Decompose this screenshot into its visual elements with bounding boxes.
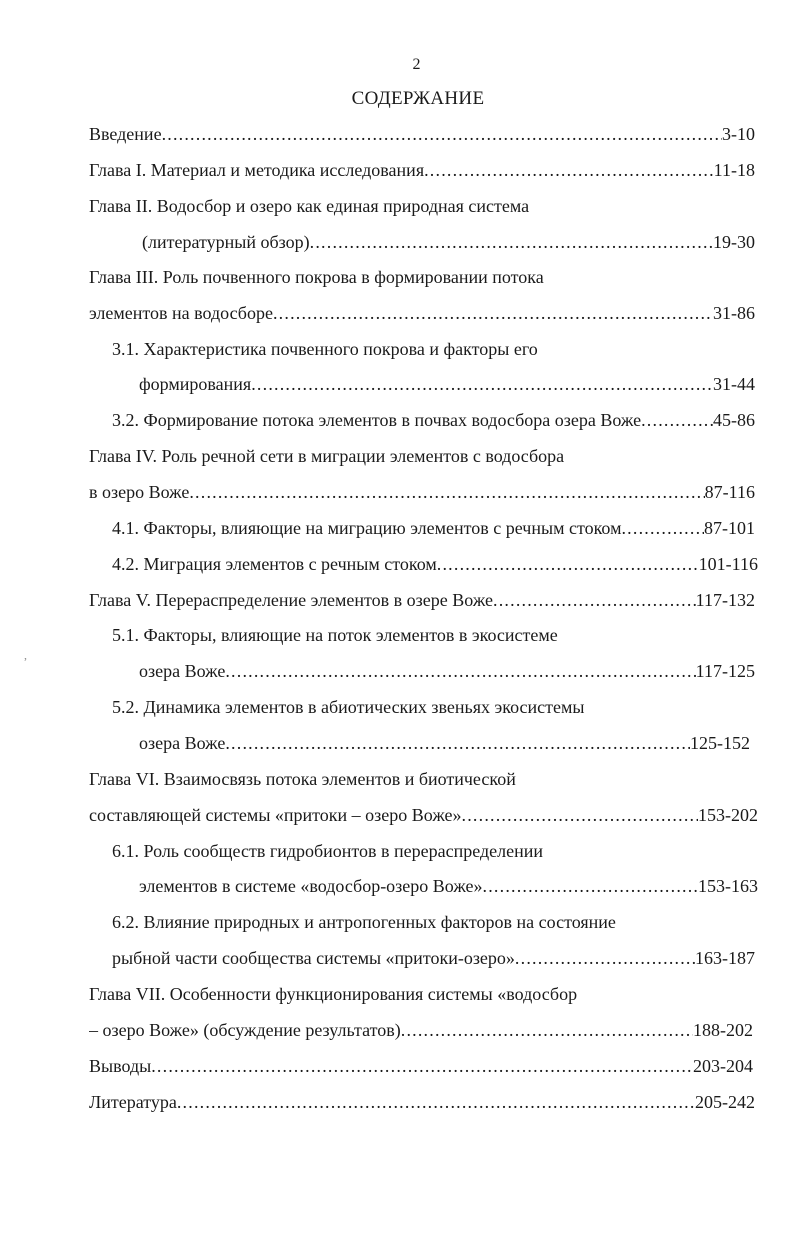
dot-leader	[515, 945, 695, 971]
scan-speck: ,	[24, 648, 27, 662]
dot-leader	[641, 407, 713, 433]
dot-leader	[437, 551, 699, 577]
dot-leader	[462, 802, 698, 828]
toc-entry-pages: 31-86	[713, 303, 755, 323]
dot-leader	[189, 479, 704, 505]
page-title: СОДЕРЖАНИЕ	[351, 88, 485, 109]
toc-entry-section-5-2[interactable]	[112, 694, 755, 720]
toc-entry-pages: 19-30	[713, 232, 755, 252]
toc-entry-pages: 101-116	[698, 554, 758, 574]
toc-entry-pages: 153-163	[698, 876, 758, 896]
toc-entry-title: 5.1. Факторы, влияющие на поток элементов в экосистеме	[112, 625, 558, 645]
toc-entry-section-5-1[interactable]	[112, 622, 755, 648]
toc-entry-chapter-2[interactable]	[89, 193, 755, 219]
toc-entry-conclusions[interactable]	[89, 1053, 753, 1079]
toc-entry-title: Глава II. Водосбор и озеро как единая природная система	[89, 196, 530, 216]
toc-entry-title: элементов в системе «водосбор-озеро Воже»	[139, 876, 483, 896]
dot-leader	[621, 515, 704, 541]
dot-leader	[493, 587, 696, 613]
toc-entry-title: Глава IV. Роль речной сети в миграции элементов с водосбора	[89, 446, 565, 466]
toc-entry-chapter-1[interactable]	[89, 157, 755, 183]
toc-entry-section-4-1[interactable]	[112, 515, 755, 541]
toc-entry-chapter-4[interactable]	[89, 443, 755, 469]
toc-entry-chapter-5[interactable]	[89, 587, 755, 613]
toc-entry-chapter-2-continued[interactable]	[142, 229, 755, 255]
toc-entry-title: (литературный обзор)	[142, 232, 310, 252]
dot-leader	[483, 873, 698, 899]
dot-leader	[401, 1017, 693, 1043]
toc-entry-pages: 87-101	[704, 518, 755, 538]
toc-entry-title: озера Воже	[139, 733, 226, 753]
toc-entry-pages: 153-202	[698, 805, 758, 825]
dot-leader	[162, 121, 722, 147]
toc-entry-title: Выводы	[89, 1056, 152, 1076]
toc-entry-chapter-6[interactable]	[89, 766, 755, 792]
toc-entry-chapter-6-continued[interactable]	[89, 802, 758, 828]
toc-entry-section-3-1-continued[interactable]	[139, 371, 755, 397]
dot-leader	[273, 300, 713, 326]
toc-entry-pages: 45-86	[713, 410, 755, 430]
toc-entry-title: Глава V. Перераспределение элементов в озере Воже	[89, 590, 494, 610]
toc-entry-title: формирования	[139, 374, 252, 394]
toc-entry-title: озера Воже	[139, 661, 226, 681]
toc-entry-title: 6.1. Роль сообществ гидробионтов в перераспределении	[112, 841, 544, 861]
toc-entry-title: Введение	[89, 124, 162, 144]
toc-entry-section-5-1-continued[interactable]	[139, 658, 755, 684]
toc-entry-references[interactable]	[89, 1089, 755, 1115]
toc-entry-chapter-7-continued[interactable]	[89, 1017, 753, 1043]
toc-entry-title: Глава III. Роль почвенного покрова в формировании потока	[89, 267, 544, 287]
toc-entry-pages: 117-125	[695, 661, 755, 681]
toc-entry-title: 4.1. Факторы, влияющие на миграцию элементов с речным стоком	[112, 518, 622, 538]
dot-leader	[424, 157, 714, 183]
toc-entry-pages: 87-116	[704, 482, 755, 502]
toc-entry-title: 5.2. Динамика элементов в абиотических звеньях экосистемы	[112, 697, 585, 717]
toc-entry-introduction[interactable]	[89, 121, 755, 147]
dot-leader	[251, 371, 713, 397]
toc-entry-pages: 205-242	[695, 1092, 755, 1112]
toc-entry-section-4-2[interactable]	[112, 551, 758, 577]
toc-entry-pages: 3-10	[722, 124, 755, 144]
toc-entry-chapter-4-continued[interactable]	[89, 479, 755, 505]
toc-entry-title: рыбной части сообщества системы «притоки-озеро»	[112, 948, 515, 968]
toc-entry-section-6-2-continued[interactable]	[112, 945, 755, 971]
toc-entry-chapter-7[interactable]	[89, 981, 755, 1007]
toc-entry-title: 4.2. Миграция элементов с речным стоком	[112, 554, 437, 574]
page-number: 2	[412, 56, 421, 73]
toc-entry-title: составляющей системы «притоки – озеро Воже»	[89, 805, 462, 825]
toc-entry-title: 6.2. Влияние природных и антропогенных факторов на состояние	[112, 912, 616, 932]
toc-entry-pages: 188-202	[693, 1020, 753, 1040]
toc-entry-title: в озеро Воже	[89, 482, 190, 502]
toc-entry-pages: 163-187	[695, 948, 755, 968]
toc-entry-pages: 117-132	[695, 590, 755, 610]
dot-leader	[225, 658, 695, 684]
toc-entry-pages: 31-44	[713, 374, 755, 394]
toc-entry-chapter-3-continued[interactable]	[89, 300, 755, 326]
toc-entry-title: 3.1. Характеристика почвенного покрова и факторы его	[112, 339, 538, 359]
toc-entry-title: Глава VII. Особенности функционирования системы «водосбор	[89, 984, 578, 1004]
toc-entry-section-6-1-continued[interactable]	[139, 873, 758, 899]
toc-entry-section-5-2-continued[interactable]	[139, 730, 750, 756]
dot-leader	[151, 1053, 693, 1079]
dot-leader	[310, 229, 713, 255]
toc-entry-chapter-3[interactable]	[89, 264, 755, 290]
toc-entry-pages: 125-152	[690, 733, 750, 753]
toc-entry-title: 3.2. Формирование потока элементов в почвах водосбора озера Воже	[112, 410, 642, 430]
toc-entry-title: Глава VI. Взаимосвязь потока элементов и биотической	[89, 769, 516, 789]
toc-entry-pages: 11-18	[713, 160, 755, 180]
toc-entry-title: Глава I. Материал и методика исследования	[89, 160, 425, 180]
toc-entry-section-6-2[interactable]	[112, 909, 755, 935]
toc-entry-title: – озеро Воже» (обсуждение результатов)	[89, 1020, 401, 1040]
dot-leader	[177, 1089, 695, 1115]
toc-entry-section-6-1[interactable]	[112, 838, 755, 864]
toc-entry-title: элементов на водосборе	[89, 303, 273, 323]
toc-entry-pages: 203-204	[693, 1056, 753, 1076]
toc-entry-title: Литература	[89, 1092, 177, 1112]
dot-leader	[225, 730, 690, 756]
toc-entry-section-3-1[interactable]	[112, 336, 755, 362]
toc-entry-section-3-2[interactable]	[112, 407, 755, 433]
